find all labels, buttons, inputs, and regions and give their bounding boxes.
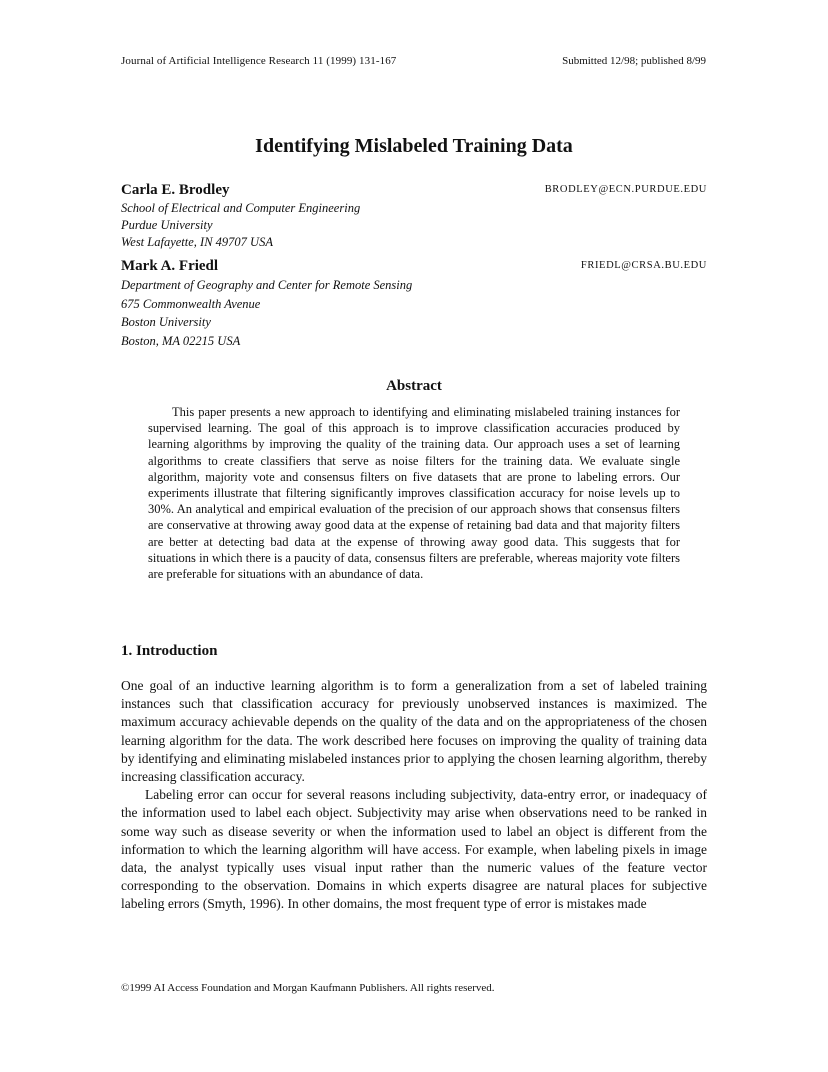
author-block-1 xyxy=(121,181,707,251)
abstract-text: This paper presents a new approach to identifying and eliminating mislabeled training instances for supervised learning. The goal of this approach is to improve classification accuracies produced by learning algorithms by improving the quality of the training data. Our approach uses a set of learning algorithms to create classifiers that serve as noise filters for the training data. We evaluate single algorithm, majority vote and consensus filters on five datasets that are prone to labeling errors. Our experiments illustrate that filtering significantly improves classification accuracy for noise levels up to 30%. An analytical and empirical evaluation of the precision of our approach shows that consensus filters are conservative at throwing away good data at the expense of retaining bad data and that majority filters are better at detecting bad data at the expense of throwing away good data. This suggests that for situations in which there is a paucity of data, consensus filters are preferable, whereas majority vote filters are preferable for situations with an abundance of data. xyxy=(148,405,680,582)
author-name: Carla E. Brodley xyxy=(121,182,230,198)
abstract-heading: Abstract xyxy=(386,378,442,394)
affiliation-line: Purdue University xyxy=(121,218,213,232)
affiliation-line: West Lafayette, IN 49707 USA xyxy=(121,235,273,249)
author-email: BRODLEY@ECN.PURDUE.EDU xyxy=(544,184,707,195)
affiliation-line: Department of Geography and Center for Remote Sensing xyxy=(121,278,413,292)
introduction-body xyxy=(121,677,707,914)
submission-dates: Submitted 12/98; published 8/99 xyxy=(562,55,706,67)
section-heading: 1. Introduction xyxy=(121,643,218,659)
author-block-2 xyxy=(121,257,707,350)
paragraph: One goal of an inductive learning algorithm is to form a generalization from a set of labeled training instances such that classification accuracy for previously unobserved instances is maximized. The maximum accuracy achievable depends on the quality of the data and on the appropriateness of the chosen learning algorithm for the data. The work described here focuses on improving the quality of training data by identifying and eliminating mislabeled instances prior to applying the chosen learning algorithm, thereby increasing classification accuracy. xyxy=(121,678,707,785)
affiliation-line: Boston, MA 02215 USA xyxy=(121,333,241,348)
author-email: FRIEDL@CRSA.BU.EDU xyxy=(580,260,707,271)
journal-header: Journal of Artificial Intelligence Research 11 (1999) 131-167 xyxy=(121,55,397,67)
copyright-footer: ©1999 AI Access Foundation and Morgan Kaufmann Publishers. All rights reserved. xyxy=(121,982,495,994)
paper-title: Identifying Mislabeled Training Data xyxy=(255,135,573,157)
affiliation-line: 675 Commonwealth Avenue xyxy=(121,296,261,311)
affiliation-line: Boston University xyxy=(121,315,211,329)
author-name: Mark A. Friedl xyxy=(121,258,219,274)
affiliation-line: School of Electrical and Computer Engineering xyxy=(121,201,361,215)
paragraph: Labeling error can occur for several reasons including subjectivity, data-entry error, or inadequacy of the information used to label each object. Subjectivity may arise when observations need to be ranked in some way such as disease severity or when the information used to label an object is different from the information to which the learning algorithm will have access. For example, when labeling pixels in image data, the analyst typically uses visual input rather than the numeric values of the feature vector corresponding to the observation. Domains in which experts disagree are natural places for subjective labeling errors (Smyth, 1996). In other domains, the most frequent type of error is mistakes made xyxy=(121,787,707,912)
